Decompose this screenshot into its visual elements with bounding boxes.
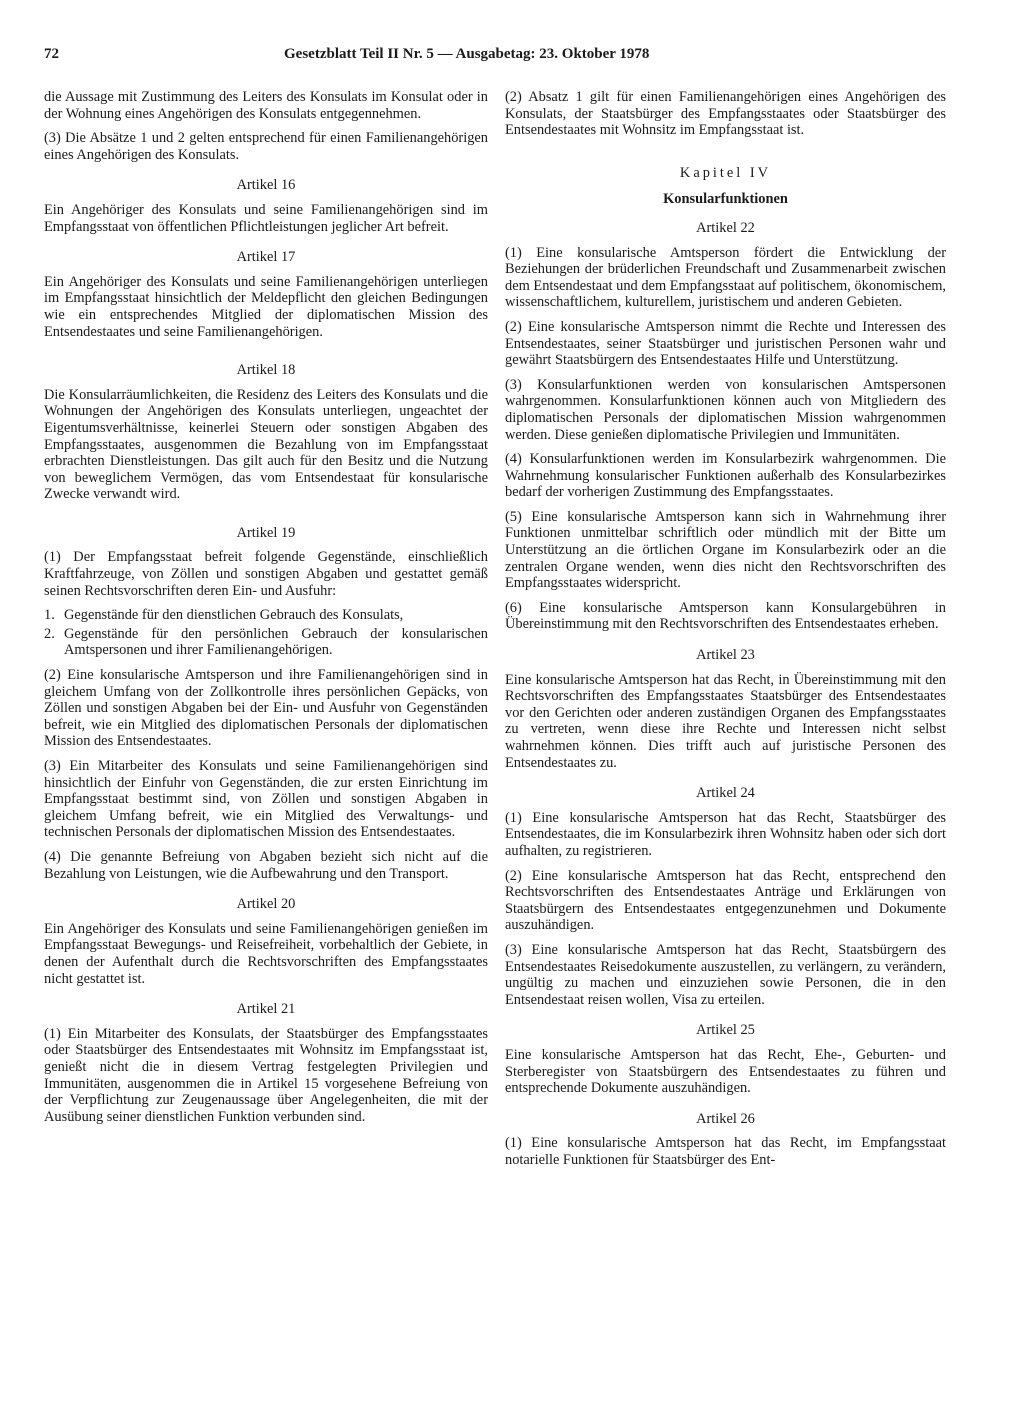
paragraph: (3) Eine konsularische Amtsperson hat das Recht, Staatsbürgern des Entsendestaates Reisedokumente auszustellen, zu verlängern, zu verändern, ungültig zu machen und einzuziehen sowie Personen, die in den Entsendestaat reisen wollen, Visa zu erteilen. [505,941,946,1008]
list-item-text: Gegenstände für den persönlichen Gebrauch der konsularischen Amtspersonen und ihrer Familienangehörigen. [64,625,488,659]
article-17-title: Artikel 17 [236,249,296,266]
article-19-title: Artikel 19 [236,524,296,541]
article-25-title: Artikel 25 [696,1022,755,1039]
paragraph: (1) Eine konsularische Amtsperson fördert die Entwicklung der Beziehungen der brüderlichen Freundschaft und Zusammenarbeit zwischen dem Entsendestaat und dem Empfangsstaat auf politischem, ökonomischem, wissenschaftlichem, kulturellem, juristischem und anderen Gebieten. [505,244,946,311]
paragraph: Eine konsularische Amtsperson hat das Recht, Ehe-, Geburten- und Sterberegister von Staatsbürgern des Entsendestaates zu führen und entsprechende Dokumente auszuhändigen. [505,1046,946,1097]
chapter-title: Konsularfunktionen [663,191,788,208]
paragraph: (3) Konsularfunktionen werden von konsularischen Amtspersonen wahrgenommen. Konsularfunktionen können auch von Mitgliedern des diplomatischen Personals der diplomatischen Mission wahrgenommen werden. Diese genießen diplomatische Privilegien und Immunitäten. [505,376,946,443]
article-23-title: Artikel 23 [696,647,755,664]
article-26-title: Artikel 26 [696,1110,755,1127]
list-item [44,626,488,659]
paragraph: (5) Eine konsularische Amtsperson kann sich in Wahrnehmung ihrer Funktionen unmittelbar schriftlich oder mündlich mit der Bitte um Unterstützung an die örtlichen Organe im Konsularbezirk oder an die zentralen Organe wenden, wenn dies nicht den Rechtsvorschriften des Empfangsstaates widerspricht. [505,508,946,592]
article-18-title: Artikel 18 [236,362,296,379]
paragraph: (3) Die Absätze 1 und 2 gelten entsprechend für einen Familienangehörigen eines Angehörigen des Konsulats. [44,130,488,163]
article-22-title: Artikel 22 [696,219,755,236]
paragraph: (1) Ein Mitarbeiter des Konsulats, der Staatsbürger des Empfangsstaates oder Staatsbürger des Entsendestaates mit Wohnsitz im Empfangsstaat ist, genießt nicht die in diesem Vertrag festgelegten Privilegien und Immunitäten, ausgenommen die in Artikel 15 vorgesehene Befreiung von der Verpflichtung zur Zeugenaussage über Angelegenheiten, die mit der Ausübung seiner dienstlichen Funktion verbunden sind. [44,1025,488,1125]
paragraph: (1) Eine konsularische Amtsperson hat das Recht, Staatsbürger des Entsendestaates, die im Konsularbezirk ihren Wohnsitz haben oder sich dort aufhalten, zu registrieren. [505,809,946,859]
list-item-number: 2. [44,625,55,642]
paragraph: Ein Angehöriger des Konsulats und seine Familienangehörigen sind im Empfangsstaat von öffentlichen Pflichtleistungen jeglicher Art befreit. [44,201,488,235]
article-16-title: Artikel 16 [236,177,296,194]
chapter-heading: Kapitel IV [679,164,772,181]
paragraph: Ein Angehöriger des Konsulats und seine Familienangehörigen unterliegen im Empfangsstaat hinsichtlich der Meldepflicht den gleichen Bedingungen wie ein entsprechendes Mitglied der diplomatischen Mission des Entsendestaates und seine Familienangehörigen. [44,273,488,340]
right-column [505,89,946,1176]
page-number: 72 [44,46,59,62]
paragraph: (1) Eine konsularische Amtsperson hat das Recht, im Empfangsstaat notarielle Funktionen für Staatsbürger des Ent- [505,1135,946,1168]
paragraph: (2) Eine konsularische Amtsperson und ihre Familienangehörigen sind in gleichem Umfang von der Zollkontrolle ihres persönlichen Gepäcks, von Zöllen und sonstigen Abgaben bei der Ein- und Ausfuhr von Gegenständen befreit, wie ein Mitglied des diplomatischen Personals der diplomatischen Mission des Entsendestaates. [44,667,488,750]
running-title: Gesetzblatt Teil II Nr. 5 — Ausgabetag: 23. Oktober 1978 [284,46,650,62]
article-24-title: Artikel 24 [696,785,755,802]
list-item-text: Gegenstände für den dienstlichen Gebrauch des Konsulats, [64,607,404,624]
paragraph: (1) Der Empfangsstaat befreit folgende Gegenstände, einschließlich Kraftfahrzeuge, von Zöllen und sonstigen Abgaben und gestattet gemäß seinen Rechtsvorschriften deren Ein- und Ausfuhr: [44,549,488,599]
article-21-title: Artikel 21 [236,1001,296,1018]
paragraph: Eine konsularische Amtsperson hat das Recht, in Übereinstimmung mit den Rechtsvorschriften des Empfangsstaates Staatsbürger des Entsendestaates vor den Gerichten oder anderen zuständigen Organen des Empfangsstaates zu vertreten, wenn diese ihre Rechte und Interessen nicht selbst wahrnehmen können. Dies trifft auch auf juristische Personen des Entsendestaates zu. [505,671,946,771]
article-20-title: Artikel 20 [236,896,296,913]
list-item-number: 1. [44,607,55,624]
enumeration-list [44,607,488,659]
list-item [44,607,488,624]
paragraph: (4) Konsularfunktionen werden im Konsularbezirk wahrgenommen. Die Wahrnehmung konsularischer Funktionen außerhalb des Konsularbezirkes bedarf der vorherigen Zustimmung des Empfangsstaates. [505,451,946,501]
paragraph: (2) Eine konsularische Amtsperson hat das Recht, entsprechend den Rechtsvorschriften des Entsendestaates Anträge und Erklärungen von Staatsbürgern des Entsendestaates entgegenzunehmen und Dokumente auszuhändigen. [505,867,946,934]
paragraph: (2) Absatz 1 gilt für einen Familienangehörigen eines Angehörigen des Konsulats, der Staatsbürger des Empfangsstaates oder Staatsbürger des Entsendestaates mit Wohnsitz im Empfangsstaat ist. [505,89,946,139]
paragraph: (3) Ein Mitarbeiter des Konsulats und seine Familienangehörigen sind hinsichtlich der Einfuhr von Gegenständen, die zur ersten Einrichtung im Empfangsstaat bestimmt sind, von Zöllen und sonstigen Abgaben in gleichem Umfang befreit, wie ein Mitglied des Verwaltungs- und technischen Personals der diplomatischen Mission des Entsendestaates. [44,758,488,841]
paragraph: die Aussage mit Zustimmung des Leiters des Konsulats im Konsulat oder in der Wohnung eines Angehörigen des Konsulats entgegennehmen. [44,89,488,122]
page-header [44,46,712,70]
paragraph: (4) Die genannte Befreiung von Abgaben bezieht sich nicht auf die Bezahlung von Leistungen, wie die Aufbewahrung und den Transport. [44,848,488,882]
paragraph: (2) Eine konsularische Amtsperson nimmt die Rechte und Interessen des Entsendestaates, seiner Staatsbürger und juristischen Personen wahr und gewährt Staatsbürgern des Entsendestaates Hilfe und Unterstützung. [505,318,946,369]
paragraph: Die Konsularräumlichkeiten, die Residenz des Leiters des Konsulats und die Wohnungen der Angehörigen des Konsulats unterliegen, ungeachtet der Eigentumsverhältnisse, keinerlei Steuern oder sonstigen Abgaben des Empfangsstaates, ausgenommen die Bezahlung von im Empfangsstaat erbrachten Dienstleistungen. Das gilt auch für den Besitz und die Nutzung von beweglichem Vermögen, das vom Entsendestaat für konsularische Zwecke verwandt wird. [44,386,488,503]
paragraph: Ein Angehöriger des Konsulats und seine Familienangehörigen genießen im Empfangsstaat Bewegungs- und Reisefreiheit, vorbehaltlich der Gebiete, in denen der Aufenthalt durch die Rechtsvorschriften des Empfangsstaates nicht gestattet ist. [44,920,488,987]
paragraph: (6) Eine konsularische Amtsperson kann Konsulargebühren in Übereinstimmung mit den Rechtsvorschriften des Entsendestaates erheben. [505,599,946,633]
left-column [44,89,488,1133]
